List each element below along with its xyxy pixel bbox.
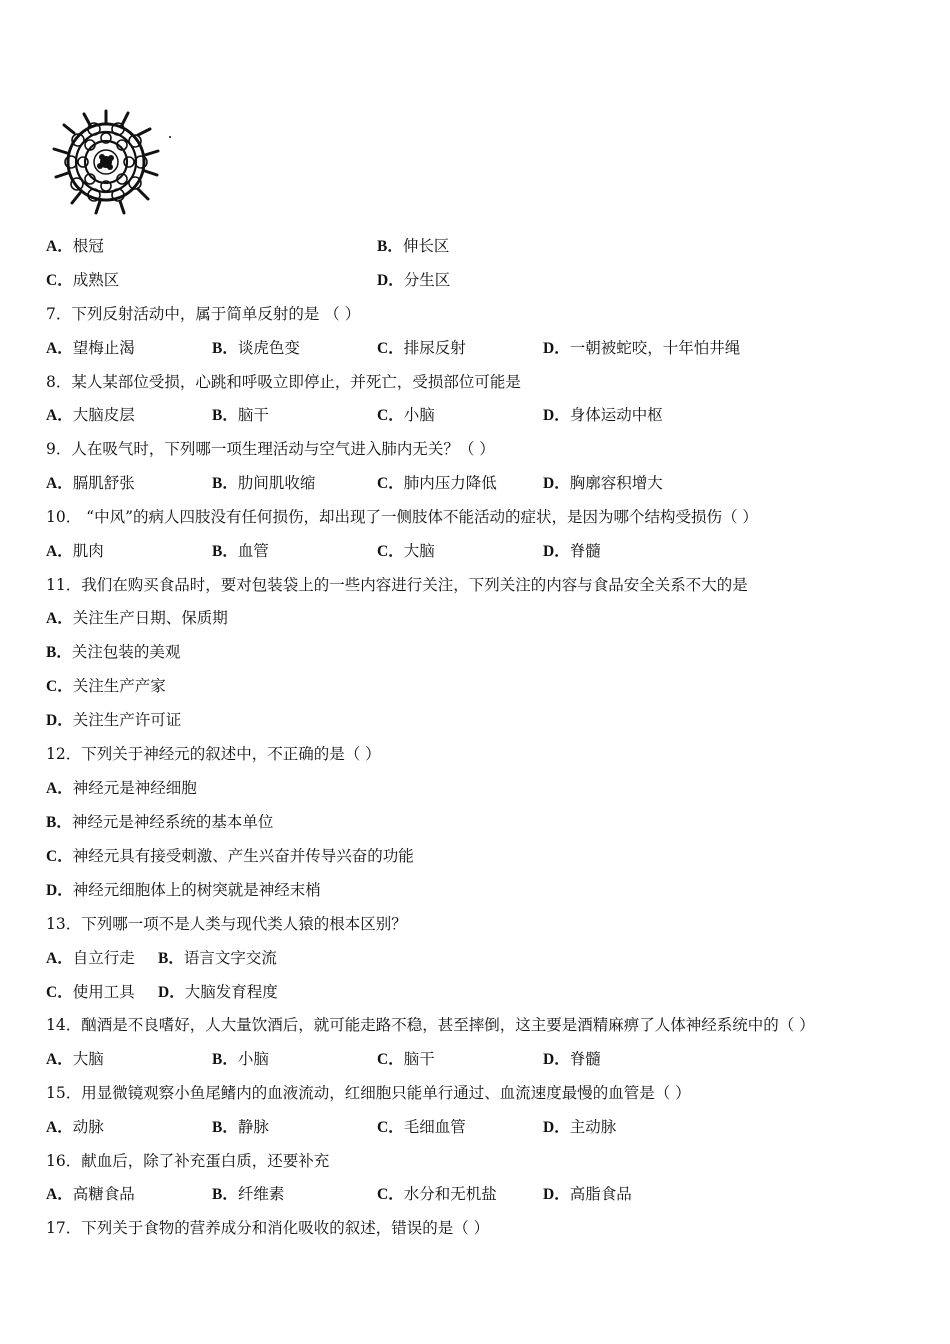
question-13-stem: 13．下列哪一项不是人类与现代类人猿的根本区别？ [46,915,407,933]
q6-option-a: A．根冠 [46,237,104,255]
q8-option-c: C．小脑 [377,406,435,424]
q9-option-d: D．胸廓容积增大 [543,474,663,492]
q14-option-c: C．脑干 [377,1050,435,1068]
q14-option-b: B．小脑 [212,1050,269,1068]
question-15-stem: 15．用显微镜观察小鱼尾鳍内的血液流动，红细胞只能单行通过、血流速度最慢的血管是（ ） [46,1084,691,1102]
q16-option-d: D．高脂食品 [543,1185,632,1203]
q13-option-d: D．大脑发育程度 [158,983,278,1001]
q9-option-a: A．膈肌舒张 [46,474,135,492]
q12-option-b: B．神经元是神经系统的基本单位 [46,813,274,831]
question-8-stem: 8．某人某部位受损，心跳和呼吸立即停止，并死亡，受损部位可能是 [46,373,521,391]
q12-option-a: A．神经元是神经细胞 [46,779,197,797]
q9-option-b: B．肋间肌收缩 [212,474,316,492]
q7-option-b: B．谈虎色变 [212,339,300,357]
question-9-stem: 9．人在吸气时，下列哪一项生理活动与空气进入肺内无关？（ ） [46,440,495,458]
q15-option-a: A．动脉 [46,1118,104,1136]
q13-option-c: C．使用工具 [46,983,135,1001]
q16-option-a: A．高糖食品 [46,1185,135,1203]
q8-option-b: B．脑干 [212,406,269,424]
q12-option-d: D．神经元细胞体上的树突就是神经末梢 [46,881,321,899]
q16-option-b: B．纤维素 [212,1185,285,1203]
q11-option-d: D．关注生产许可证 [46,711,182,729]
q14-option-a: A．大脑 [46,1050,104,1068]
question-16-stem: 16．献血后，除了补充蛋白质，还要补充 [46,1152,330,1170]
q11-option-a: A．关注生产日期、保质期 [46,609,228,627]
q15-option-c: C．毛细血管 [377,1118,466,1136]
q10-option-c: C．大脑 [377,542,435,560]
q10-option-b: B．血管 [212,542,269,560]
q15-option-d: D．主动脉 [543,1118,617,1136]
q15-option-b: B．静脉 [212,1118,269,1136]
question-14-stem: 14．酗酒是不良嗜好，人大量饮酒后，就可能走路不稳，甚至摔倒，这主要是酒精麻痹了人体神经系统中的（ ） [46,1016,815,1034]
q14-option-d: D．脊髓 [543,1050,601,1068]
q11-option-b: B．关注包装的美观 [46,643,181,661]
q6-option-c: C．成熟区 [46,271,120,289]
q13-option-a: A．自立行走 [46,949,135,967]
question-17-stem: 17．下列关于食物的营养成分和消化吸收的叙述，错误的是（ ） [46,1219,490,1237]
question-10-stem: 10． “中风”的病人四肢没有任何损伤，却出现了一侧肢体不能活动的症状，是因为哪个结构受损伤（ ） [46,508,758,526]
q13-option-b: B．语言文字交流 [158,949,277,967]
q10-option-a: A．肌肉 [46,542,104,560]
root-cross-section-figure [50,105,175,217]
q7-option-d: D．一朝被蛇咬，十年怕井绳 [543,339,741,357]
question-12-stem: 12．下列关于神经元的叙述中，不正确的是（ ） [46,745,381,763]
question-7-stem: 7．下列反射活动中，属于简单反射的是 （ ） [46,305,361,323]
q6-option-b: B．伸长区 [377,237,450,255]
q10-option-d: D．脊髓 [543,542,601,560]
q9-option-c: C．肺内压力降低 [377,474,497,492]
question-11-stem: 11．我们在购买食品时，要对包装袋上的一些内容进行关注，下列关注的内容与食品安全关系不大的是 [46,576,748,594]
q11-option-c: C．关注生产产家 [46,677,166,695]
q8-option-d: D．身体运动中枢 [543,406,663,424]
q12-option-c: C．神经元具有接受刺激、产生兴奋并传导兴奋的功能 [46,847,414,865]
q8-option-a: A．大脑皮层 [46,406,135,424]
q7-option-c: C．排尿反射 [377,339,466,357]
q7-option-a: A．望梅止渴 [46,339,135,357]
q6-option-d: D．分生区 [377,271,451,289]
q16-option-c: C．水分和无机盐 [377,1185,497,1203]
